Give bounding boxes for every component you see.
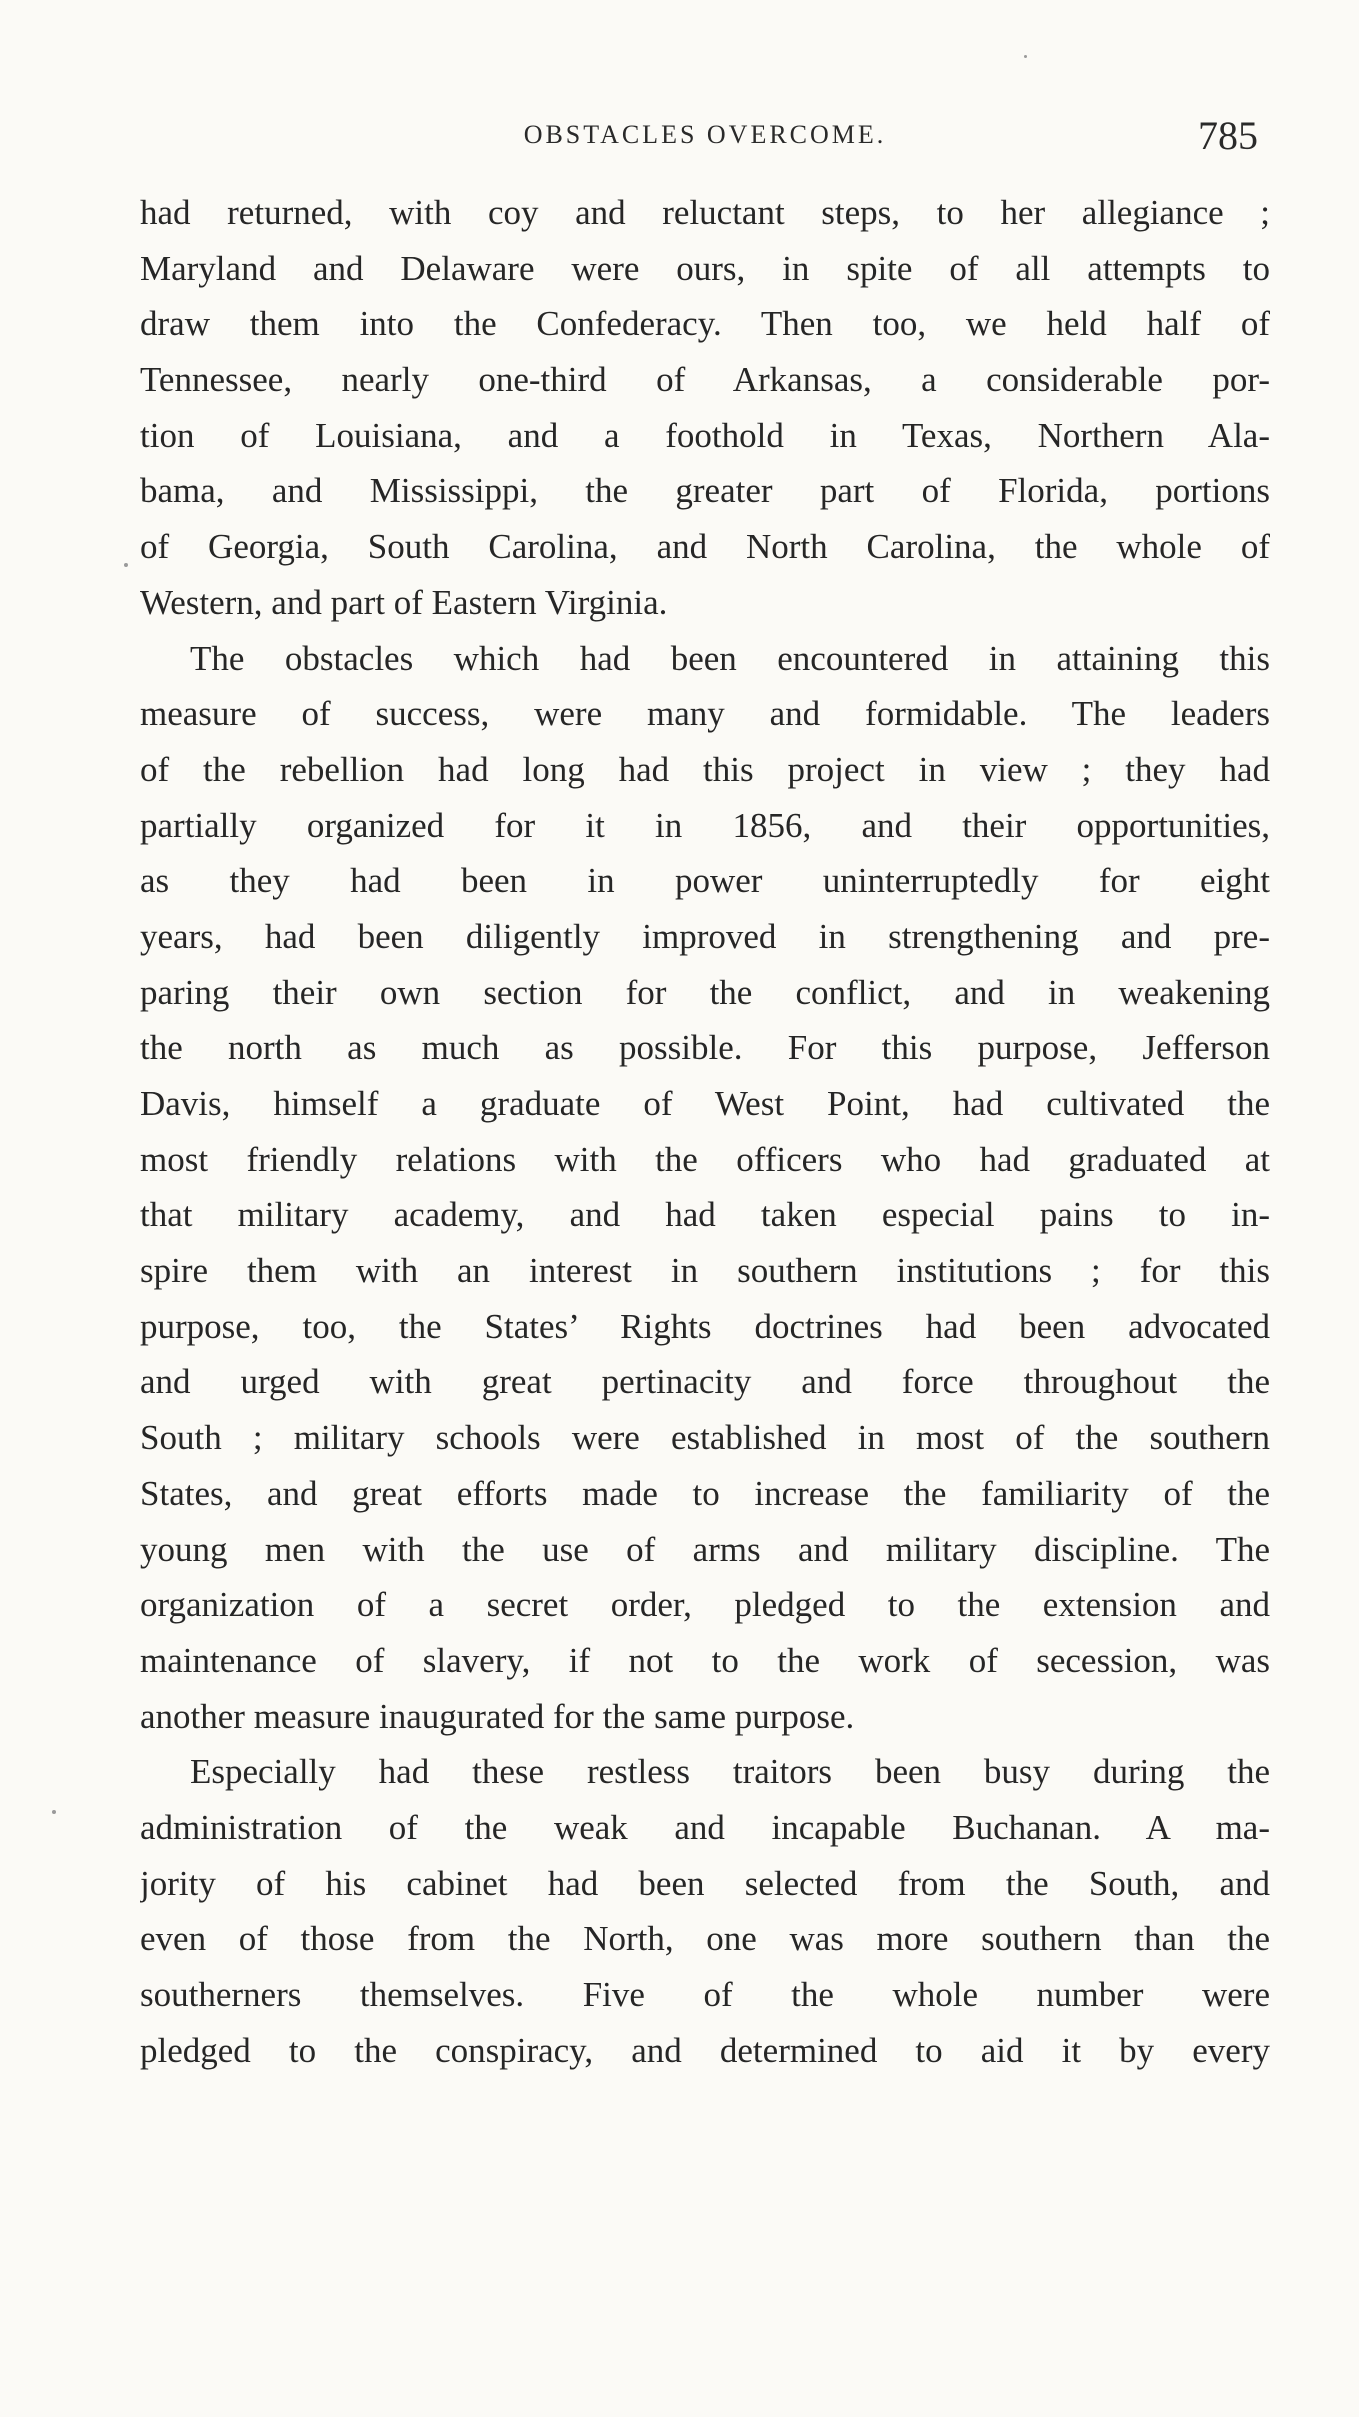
text-line: purpose, too, the States’ Rights doctrines had been advocated (140, 1306, 1270, 1346)
text-line: South ; military schools were established in most of the southern (140, 1418, 1270, 1458)
text-line: measure of success, were many and formidable. The leaders (140, 694, 1270, 734)
text-line: administration of the weak and incapable Buchanan. A ma- (140, 1807, 1270, 1847)
body-text (140, 185, 1270, 2078)
text-line: even of those from the North, one was more southern than the (140, 1919, 1270, 1959)
text-line: another measure inaugurated for the same purpose. (140, 1696, 855, 1736)
text-line: spire them with an interest in southern institutions ; for this (140, 1251, 1270, 1291)
text-line: and urged with great pertinacity and force throughout the (140, 1362, 1270, 1402)
text-line: of the rebellion had long had this project in view ; they had (140, 749, 1270, 789)
text-line: tion of Louisiana, and a foothold in Texas, Northern Ala- (140, 415, 1270, 455)
running-head (140, 112, 1270, 162)
text-line: Western, and part of Eastern Virginia. (140, 582, 668, 622)
text-line: pledged to the conspiracy, and determined to aid it by every (140, 2030, 1270, 2070)
paper-speck (1024, 55, 1027, 58)
text-line: The obstacles which had been encountered in attaining this (190, 638, 1270, 678)
text-line: Especially had these restless traitors been busy during the (190, 1752, 1270, 1792)
text-line: draw them into the Confederacy. Then too, we held half of (140, 304, 1270, 344)
text-line: partially organized for it in 1856, and their opportunities, (140, 805, 1270, 845)
text-line: Davis, himself a graduate of West Point, had cultivated the (140, 1084, 1270, 1123)
text-line: most friendly relations with the officers who had graduated at (140, 1139, 1270, 1179)
text-line: Maryland and Delaware were ours, in spite of all attempts to (140, 248, 1270, 288)
text-line: had returned, with coy and reluctant steps, to her allegiance ; (140, 193, 1270, 232)
text-line: as they had been in power uninterruptedly for eight (140, 861, 1270, 901)
text-line: jority of his cabinet had been selected from the South, and (140, 1863, 1270, 1903)
text-line: bama, and Mississippi, the greater part of Florida, portions (140, 471, 1270, 511)
text-line: that military academy, and had taken especial pains to in- (140, 1195, 1270, 1235)
running-title: OBSTACLES OVERCOME. (523, 120, 887, 149)
page-number: 785 (1198, 113, 1258, 158)
text-line: States, and great efforts made to increase the familiarity of the (140, 1473, 1270, 1513)
text-line: of Georgia, South Carolina, and North Carolina, the whole of (140, 527, 1270, 567)
text-line: Tennessee, nearly one-third of Arkansas, a considerable por- (140, 360, 1270, 400)
text-line: young men with the use of arms and military discipline. The (140, 1529, 1270, 1569)
paper-speck (52, 1810, 56, 1814)
text-line: years, had been diligently improved in strengthening and pre- (140, 916, 1270, 956)
text-line: maintenance of slavery, if not to the work of secession, was (140, 1640, 1270, 1680)
text-line: the north as much as possible. For this purpose, Jefferson (140, 1028, 1270, 1068)
text-line: southerners themselves. Five of the whole number were (140, 1975, 1270, 2014)
text-line: paring their own section for the conflict, and in weakening (140, 972, 1270, 1012)
text-line: organization of a secret order, pledged to the extension and (140, 1585, 1270, 1625)
paper-speck (124, 563, 128, 567)
